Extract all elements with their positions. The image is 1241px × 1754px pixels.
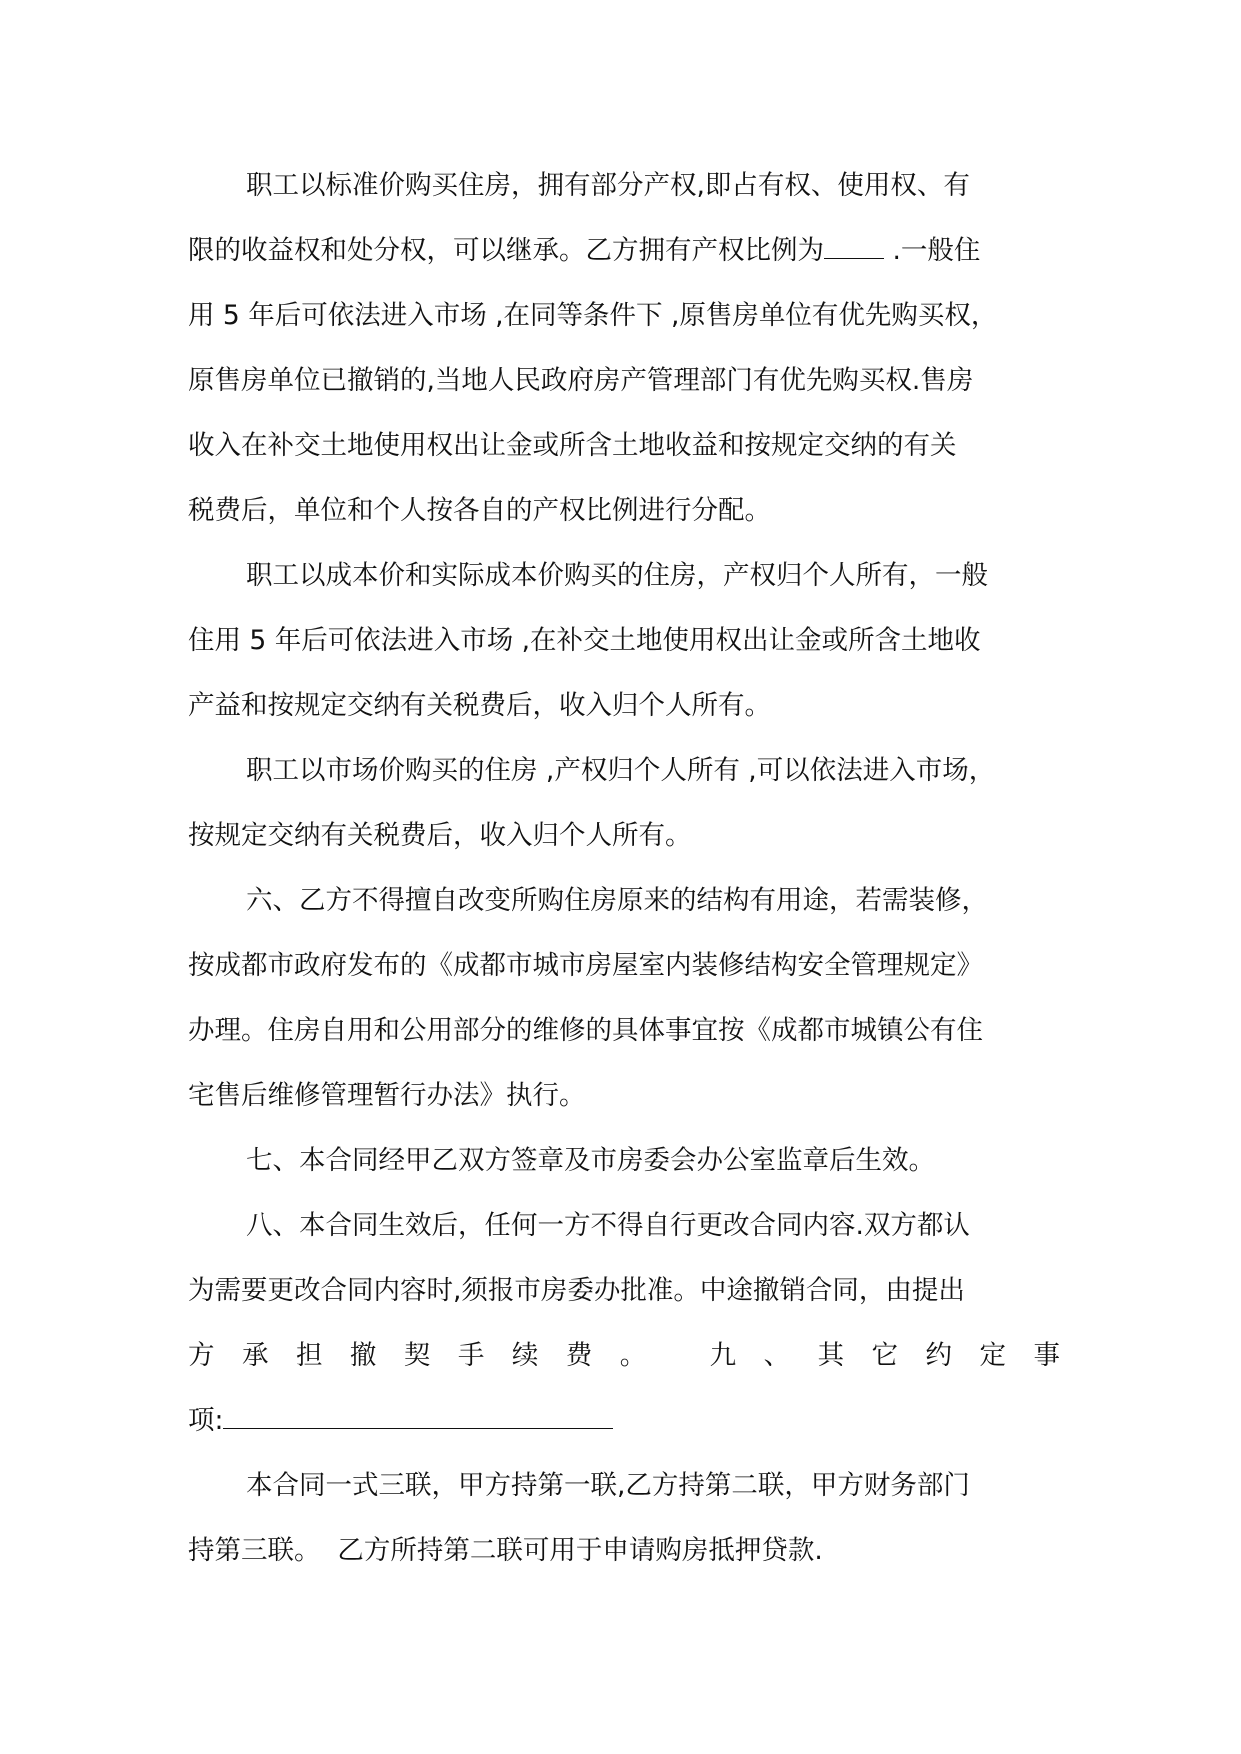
spread-char: 承 bbox=[241, 1340, 269, 1371]
paragraph-copies bbox=[188, 1453, 1060, 1583]
text-segment: .一般住 bbox=[892, 235, 981, 266]
text-line: 七、本合同经甲乙双方签章及市房委会办公室监章后生效。 bbox=[246, 1145, 935, 1176]
text-segment: 项: bbox=[188, 1405, 224, 1436]
spread-char: 手 bbox=[457, 1340, 485, 1371]
text-line: 职工以标准价购买住房，拥有部分产权,即占有权、使用权、有 bbox=[246, 170, 970, 201]
text-segment: 限的收益权和处分权，可以继承。乙方拥有产权比例为 bbox=[188, 235, 824, 266]
ownership-ratio-blank[interactable] bbox=[824, 236, 884, 259]
text-line: 宅售后维修管理暂行办法》执行。 bbox=[188, 1080, 586, 1111]
spread-char: 担 bbox=[295, 1340, 323, 1371]
spread-char: 、 bbox=[763, 1340, 791, 1371]
text-line: 持第三联。 乙方所持第二联可用于申请购房抵押贷款. bbox=[188, 1535, 823, 1566]
paragraph-standard-price bbox=[188, 153, 1060, 543]
text-line: 用 5 年后可依法进入市场 ,在同等条件下 ,原售房单位有优先购买权， bbox=[188, 300, 998, 331]
spread-char: 其 bbox=[817, 1340, 845, 1371]
spread-char: 契 bbox=[403, 1340, 431, 1371]
spread-char: 撤 bbox=[349, 1340, 377, 1371]
clause-six bbox=[188, 868, 1060, 1128]
text-line: 产益和按规定交纳有关税费后，收入归个人所有。 bbox=[188, 690, 771, 721]
text-line: 原售房单位已撤销的,当地人民政府房产管理部门有优先购买权.售房 bbox=[188, 365, 974, 396]
text-line bbox=[188, 218, 1060, 283]
spread-char: 它 bbox=[871, 1340, 899, 1371]
spread-char: 九 bbox=[709, 1340, 737, 1371]
text-line: 六、乙方不得擅自改变所购住房原来的结构有用途，若需装修， bbox=[246, 885, 988, 916]
spread-char: 事 bbox=[1033, 1340, 1060, 1371]
text-line: 本合同一式三联，甲方持第一联,乙方持第二联，甲方财务部门 bbox=[246, 1470, 970, 1501]
text-line bbox=[188, 1388, 1060, 1453]
other-terms-blank[interactable] bbox=[223, 1406, 613, 1429]
spread-char: 定 bbox=[979, 1340, 1006, 1371]
spread-char: 。 bbox=[619, 1340, 647, 1371]
text-line: 住用 5 年后可依法进入市场 ,在补交土地使用权出让金或所含土地收 bbox=[188, 625, 981, 656]
text-line: 按规定交纳有关税费后，收入归个人所有。 bbox=[188, 820, 692, 851]
paragraph-market-price bbox=[188, 738, 1060, 868]
text-line: 八、本合同生效后，任何一方不得自行更改合同内容.双方都认 bbox=[246, 1210, 970, 1241]
document-body bbox=[188, 153, 1060, 1583]
text-line: 税费后，单位和个人按各自的产权比例进行分配。 bbox=[188, 495, 771, 526]
spread-char: 续 bbox=[511, 1340, 539, 1371]
text-line: 办理。住房自用和公用部分的维修的具体事宜按《成都市城镇公有住 bbox=[188, 1015, 983, 1046]
text-line: 职工以成本价和实际成本价购买的住房，产权归个人所有，一般 bbox=[246, 560, 988, 591]
spread-char bbox=[674, 1323, 682, 1388]
text-line: 为需要更改合同内容时,须报市房委办批准。中途撤销合同，由提出 bbox=[188, 1275, 965, 1306]
paragraph-cost-price bbox=[188, 543, 1060, 738]
clause-eight bbox=[188, 1193, 1060, 1453]
text-line: 按成都市政府发布的《成都市城市房屋室内装修结构安全管理规定》 bbox=[188, 950, 983, 981]
text-line: 收入在补交土地使用权出让金或所含土地收益和按规定交纳的有关 bbox=[188, 430, 957, 461]
text-line: 职工以市场价购买的住房 ,产权归个人所有 ,可以依法进入市场， bbox=[246, 755, 996, 786]
spread-char: 约 bbox=[925, 1340, 952, 1371]
clause-seven bbox=[188, 1128, 1060, 1193]
text-line-spread bbox=[188, 1323, 1060, 1388]
spread-char: 方 bbox=[188, 1340, 215, 1371]
spread-char: 费 bbox=[565, 1340, 593, 1371]
